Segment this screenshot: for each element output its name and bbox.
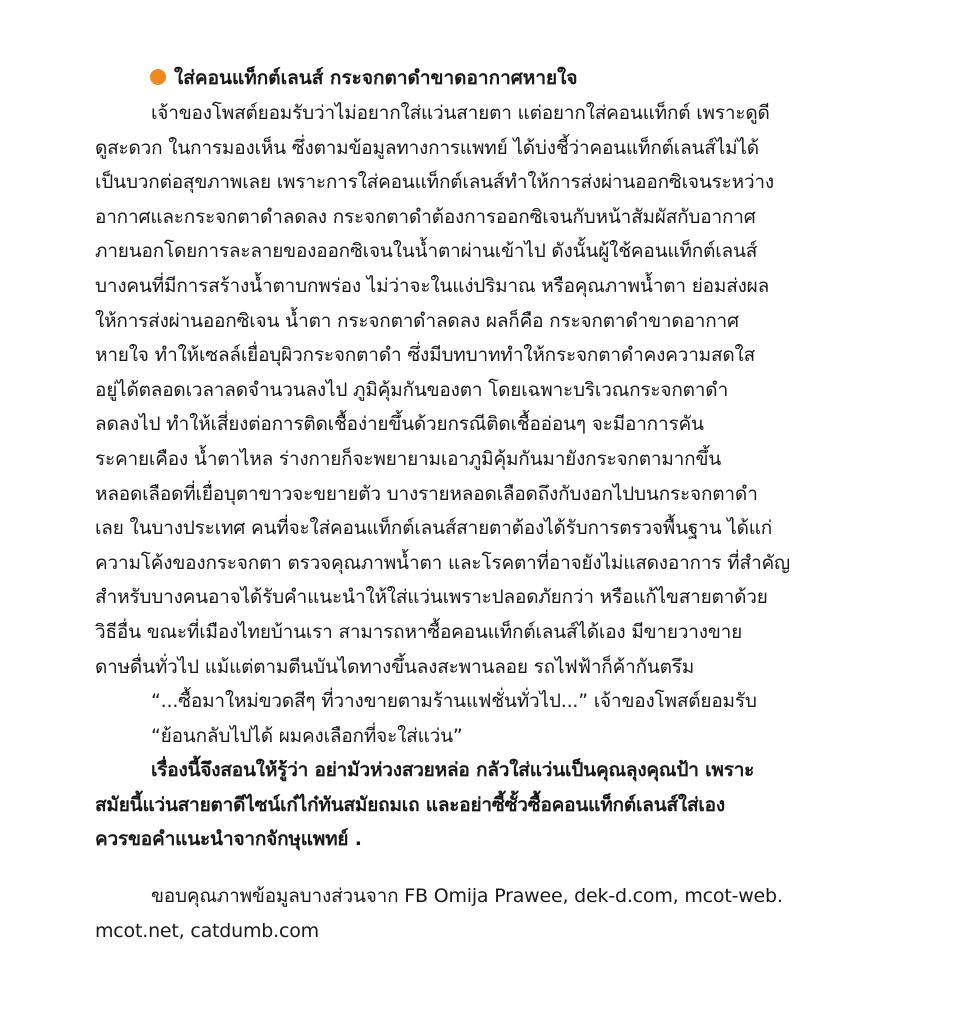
quote-line: “...ซื้อมาใหม่ขวดสีๆ ที่วางขายตามร้านแฟชั่นทั่วไป...” เจ้าของโพสต์ยอมรับ — [151, 690, 757, 713]
credits-line: mcot.net, catdumb.com — [95, 919, 319, 942]
paragraph-line: วิธีอื่น ขณะที่เมืองไทยบ้านเรา สามารถหาซื้อคอนแท็กต์เลนส์ได้เอง มีขายวางขาย — [95, 620, 743, 643]
paragraph-line: เลย ในบางประเทศ คนที่จะใส่คอนแท็กต์เลนส์สายตาต้องได้รับการตรวจพื้นฐาน ได้แก่ — [95, 517, 773, 540]
paragraph-line: อยู่ได้ตลอดเวลาลดจำนวนลงไป ภูมิคุ้มกันของตา โดยเฉพาะบริเวณกระจกตาดำ — [95, 378, 729, 401]
paragraph-line: ดูสะดวก ในการมองเห็น ซึ่งตามข้อมูลทางการแพทย์ ได้บ่งชี้ว่าคอนแท็กต์เลนส์ไม่ได้ — [95, 136, 759, 159]
paragraph-line: หายใจ ทำให้เซลล์เยื่อบุผิวกระจกตาดำ ซึ่งมีบทบาททำให้กระจกตาดำคงความสดใส — [95, 344, 756, 367]
paragraph-line: สำหรับบางคนอาจได้รับคำแนะนำให้ใส่แว่นเพราะปลอดภัยกว่า หรือแก้ไขสายตาด้วย — [95, 586, 768, 609]
credits-line: ขอบคุณภาพข้อมูลบางส่วนจาก FB Omija Prawee, dek-d.com, mcot-web. — [151, 885, 783, 908]
paragraph-line: ความโค้งของกระจกตา ตรวจคุณภาพน้ำตา และโรคตาที่อาจยังไม่แสดงอาการ ที่สำคัญ — [95, 551, 791, 574]
paragraph-line: เจ้าของโพสต์ยอมรับว่าไม่อยากใส่แว่นสายตา แต่อยากใส่คอนแท็กต์ เพราะดูดี — [151, 102, 770, 124]
paragraph-line: หลอดเลือดที่เยื่อบุตาขาวจะขยายตัว บางรายหลอดเลือดถึงกับงอกไปบนกระจกตาดำ — [95, 482, 758, 505]
paragraph-line: ลดลงไป ทำให้เสี่ยงต่อการติดเชื้อง่ายขึ้นด้วยกรณีติดเชื้ออ่อนๆ จะมีอาการคัน — [95, 413, 704, 436]
paragraph-line: เป็นบวกต่อสุขภาพเลย เพราะการใส่คอนแท็กต์เลนส์ทำให้การส่งผ่านออกซิเจนระหว่าง — [95, 171, 774, 194]
paragraph-line: ให้การส่งผ่านออกซิเจน น้ำตา กระจกตาดำลดลง ผลก็คือ กระจกตาดำขาดอากาศ — [95, 309, 739, 332]
paragraph-line: ดาษดื่นทั่วไป แม้แต่ตามตีนบันไดทางขึ้นลงสะพานลอย รถไฟฟ้าก็ค้ากันตรึม — [95, 655, 695, 678]
paragraph-line: ระคายเคือง น้ำตาไหล ร่างกายก็จะพยายามเอาภูมิคุ้มกันมายังกระจกตามากขึ้น — [95, 447, 722, 470]
section-heading — [150, 62, 910, 94]
paragraph-line: บางคนที่มีการสร้างน้ำตาบกพร่อง ไม่ว่าจะในแง่ปริมาณ หรือคุณภาพน้ำตา ย่อมส่งผล — [95, 274, 770, 297]
conclusion-line: ควรขอคำแนะนำจากจักษุแพทย์ . — [95, 828, 362, 851]
paragraph-line: ภายนอกโดยการละลายของออกซิเจนในน้ำตาผ่านเข้าไป ดังนั้นผู้ใช้คอนแท็กต์เลนส์ — [95, 240, 758, 263]
conclusion-line: สมัยนี้แว่นสายตาดีไซน์เก๋ไก๋ทันสมัยถมเถ และอย่าซี้ซั้วซื้อคอนแท็กต์เลนส์ใส่เอง — [95, 793, 725, 816]
article-body — [95, 96, 895, 948]
heading-text: ใส่คอนแท็กต์เลนส์ กระจกตาดำขาดอากาศหายใจ — [174, 67, 578, 89]
orange-bullet-icon — [150, 69, 166, 85]
paragraph-line: อากาศและกระจกตาดำลดลง กระจกตาดำต้องการออกซิเจนกับหน้าสัมผัสกับอากาศ — [95, 205, 756, 228]
conclusion-line: เรื่องนี้จึงสอนให้รู้ว่า อย่ามัวห่วงสวยหล่อ กลัวใส่แว่นเป็นคุณลุงคุณป้า เพราะ — [151, 759, 755, 782]
spacer — [95, 857, 895, 879]
quote-line: “ย้อนกลับไปได้ ผมคงเลือกที่จะใส่แว่น” — [151, 724, 463, 747]
